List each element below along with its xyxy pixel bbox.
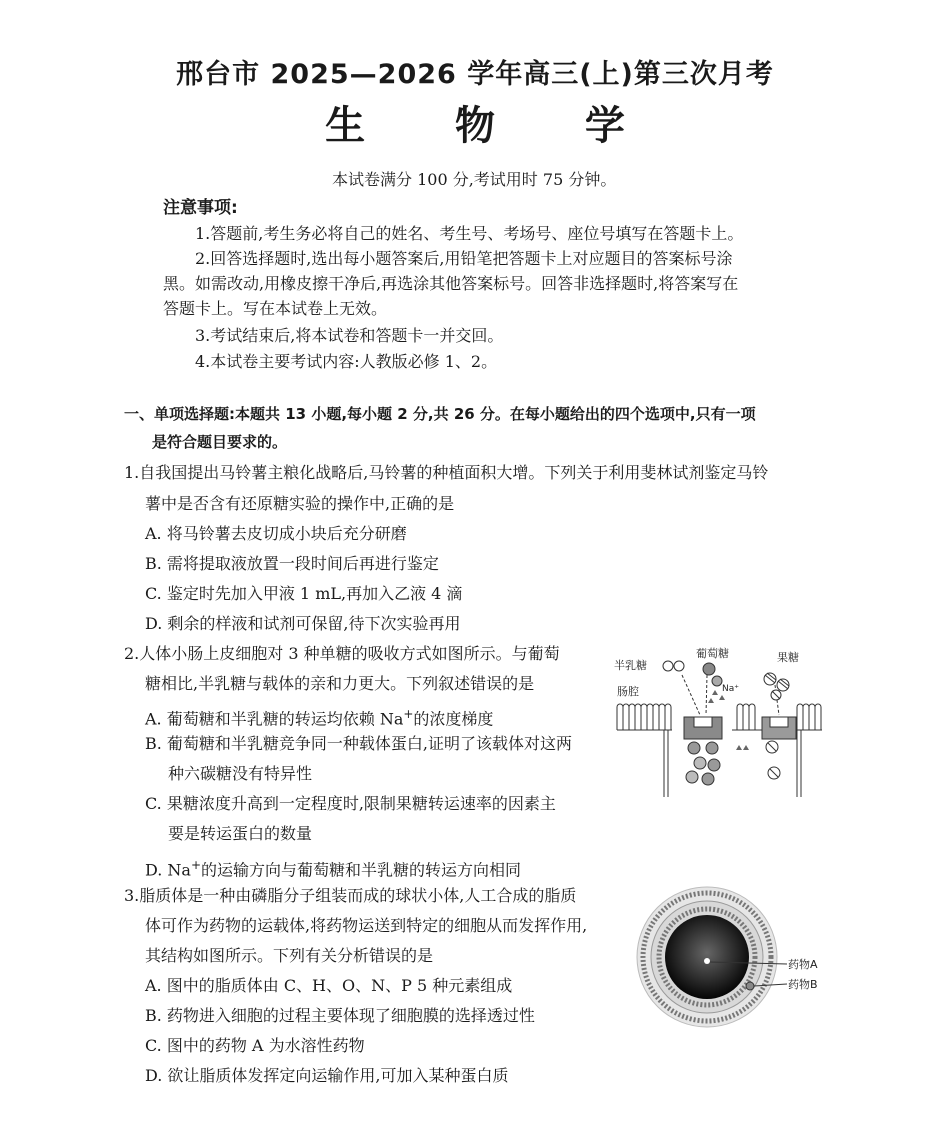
section-heading: 一、单项选择题:本题共 13 小题,每小题 2 分,共 26 分。在每小题给出的四个选项中,只有一项 <box>124 405 756 423</box>
q3-stem-cont: 体可作为药物的运载体,将药物运送到特定的细胞从而发挥作用, <box>145 916 588 935</box>
q2-option-d: D. Na+的运输方向与葡萄糖和半乳糖的转运方向相同 <box>145 858 522 880</box>
q2-option-b: B. 葡萄糖和半乳糖竞争同一种载体蛋白,证明了该载体对这两 <box>145 734 573 753</box>
q2-stem-cont: 糖相比,半乳糖与载体的亲和力更大。下列叙述错误的是 <box>145 674 535 693</box>
q2-option-c: C. 果糖浓度升高到一定程度时,限制果糖转运速率的因素主 <box>145 794 556 813</box>
q3-stem: 3.脂质体是一种由磷脂分子组装而成的球状小体,人工合成的脂质 <box>124 886 577 905</box>
drug-b-marker <box>746 982 754 990</box>
notice-item-3: 3.考试结束后,将本试卷和答题卡一并交回。 <box>195 326 504 345</box>
subject-title: 生 物 学 <box>325 103 663 149</box>
glucose-inside <box>686 771 698 783</box>
glucose-molecule <box>712 676 722 686</box>
glucose-inside <box>708 759 720 771</box>
glucose-inside <box>694 757 706 769</box>
label-drug-a: 药物A <box>788 958 818 971</box>
exam-intro: 本试卷满分 100 分,考试用时 75 分钟。 <box>332 170 617 189</box>
label-na: Na⁺ <box>722 684 739 694</box>
q2-stem: 2.人体小肠上皮细胞对 3 种单糖的吸收方式如图所示。与葡萄 <box>124 644 560 663</box>
q3-option-c: C. 图中的药物 A 为水溶性药物 <box>145 1036 365 1055</box>
label-lumen: 肠腔 <box>617 685 639 698</box>
drug-a-marker <box>704 958 710 964</box>
galactose-molecule <box>674 661 684 671</box>
q1-option-a: A. 将马铃薯去皮切成小块后充分研磨 <box>145 524 407 543</box>
q2-intestine-figure <box>612 645 827 797</box>
q1-stem-cont: 薯中是否含有还原糖实验的操作中,正确的是 <box>145 494 455 513</box>
glucose-inside <box>702 773 714 785</box>
q2-option-a: A. 葡萄糖和半乳糖的转运均依赖 Na+的浓度梯度 <box>145 707 494 729</box>
label-galactose: 半乳糖 <box>614 659 647 672</box>
q3-stem-cont2: 其结构如图所示。下列有关分析错误的是 <box>145 946 434 965</box>
q3-option-d: D. 欲让脂质体发挥定向运输作用,可加入某种蛋白质 <box>145 1066 509 1085</box>
label-drug-b: 药物B <box>788 978 818 991</box>
galactose-molecule <box>663 661 673 671</box>
notice-item-2-cont: 黑。如需改动,用橡皮擦干净后,再选涂其他答案标号。回答非选择题时,将答案写在 <box>163 274 739 293</box>
q1-option-d: D. 剩余的样液和试剂可保留,待下次实验再用 <box>145 614 461 633</box>
q3-option-b: B. 药物进入细胞的过程主要体现了细胞膜的选择透过性 <box>145 1006 535 1025</box>
notice-item-4: 4.本试卷主要考试内容:人教版必修 1、2。 <box>195 352 498 371</box>
notice-item-2-cont2: 答题卡上。写在本试卷上无效。 <box>163 299 388 318</box>
glucose-inside <box>706 742 718 754</box>
section-heading-cont: 是符合题目要求的。 <box>152 433 288 451</box>
q1-stem: 1.自我国提出马铃薯主粮化战略后,马铃薯的种植面积大增。下列关于利用斐林试剂鉴定马铃 <box>124 463 769 482</box>
q2-option-b-cont: 种六碳糖没有特异性 <box>168 764 313 783</box>
glucose-inside <box>688 742 700 754</box>
glucose-molecule <box>703 663 715 675</box>
q1-option-c: C. 鉴定时先加入甲液 1 mL,再加入乙液 4 滴 <box>145 584 463 603</box>
exam-title: 邢台市 2025—2026 学年高三(上)第三次月考 <box>176 59 774 90</box>
notice-heading: 注意事项: <box>163 198 238 218</box>
q3-option-a: A. 图中的脂质体由 C、H、O、N、P 5 种元素组成 <box>145 976 513 995</box>
notice-item-1: 1.答题前,考生务必将自己的姓名、考生号、考场号、座位号填写在答题卡上。 <box>195 224 744 243</box>
notice-item-2: 2.回答选择题时,选出每小题答案后,用铅笔把答题卡上对应题目的答案标号涂 <box>195 249 733 268</box>
label-fructose: 果糖 <box>777 651 799 664</box>
q3-liposome-figure <box>630 884 830 1030</box>
q1-option-b: B. 需将提取液放置一段时间后再进行鉴定 <box>145 554 439 573</box>
q2-option-c-cont: 要是转运蛋白的数量 <box>168 824 313 843</box>
aqueous-core <box>665 915 749 999</box>
label-glucose: 葡萄糖 <box>696 647 729 660</box>
